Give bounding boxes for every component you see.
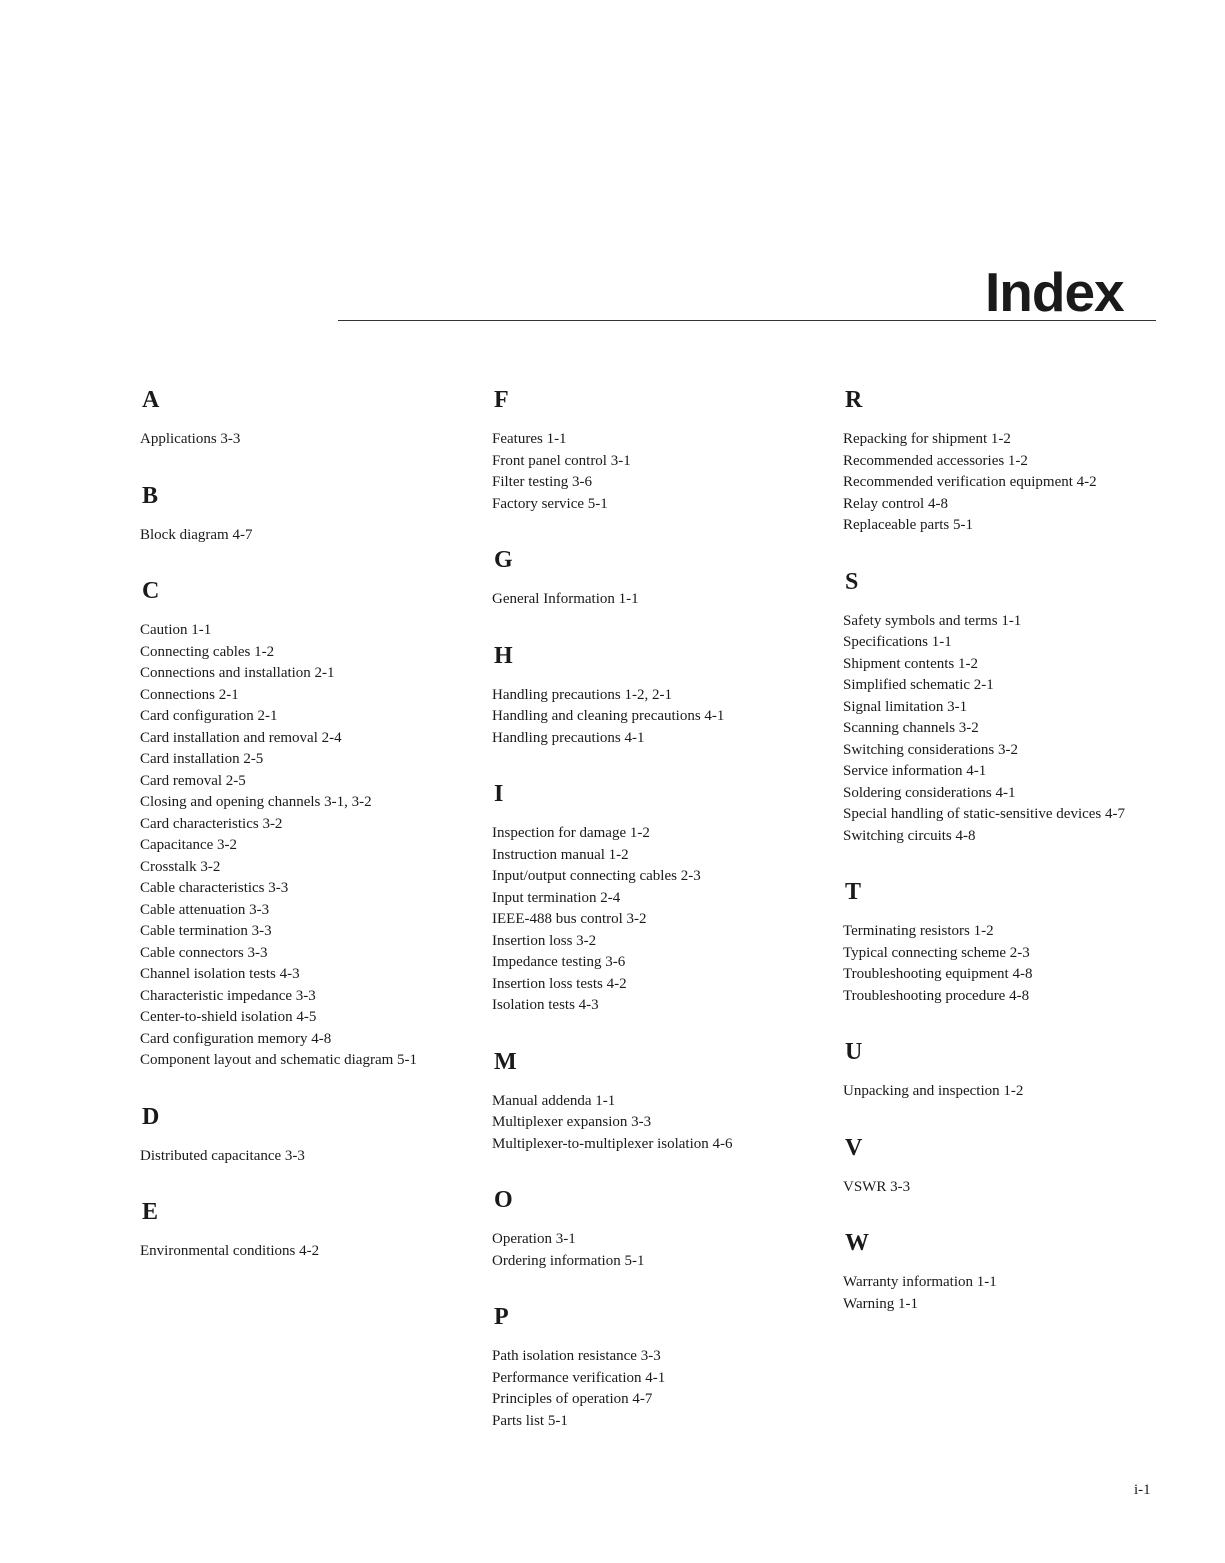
section-letter: E: [142, 1199, 159, 1225]
index-entry: General Information 1-1: [492, 591, 639, 607]
index-entry: Unpacking and inspection 1-2: [843, 1083, 1024, 1099]
index-entry: Relay control 4-8: [843, 495, 948, 512]
index-entry: Distributed capacitance 3-3: [140, 1147, 305, 1164]
index-entry: Path isolation resistance 3-3: [492, 1348, 661, 1364]
index-section-o: [492, 1185, 822, 1272]
section-letter: W: [845, 1230, 869, 1256]
entry-list: [843, 611, 1163, 848]
index-entry: Repacking for shipment 1-2: [843, 431, 1011, 447]
index-entry: Switching considerations 3-2: [843, 741, 1018, 758]
index-entry: Cable connectors 3-3: [140, 944, 268, 961]
index-section-p: [492, 1302, 822, 1432]
index-entry: Characteristic impedance 3-3: [140, 987, 316, 1004]
section-letter: H: [494, 642, 513, 669]
index-entry: Environmental conditions 4-2: [140, 1243, 320, 1259]
entry-list: [492, 1346, 822, 1432]
index-entry: Operation 3-1: [492, 1231, 576, 1247]
entry-list: [492, 589, 822, 611]
index-entry: Connections and installation 2-1: [140, 665, 335, 681]
index-entry: Scanning channels 3-2: [843, 720, 979, 736]
index-entry: Cable attenuation 3-3: [140, 901, 270, 918]
index-entry: Features 1-1: [492, 431, 567, 447]
section-letter: V: [845, 1134, 863, 1161]
index-entry: Soldering considerations 4-1: [843, 784, 1016, 801]
header-rule: [338, 320, 1156, 321]
index-entry: Ordering information 5-1: [492, 1252, 645, 1269]
index-entry: Card configuration memory 4-8: [140, 1030, 332, 1047]
index-entry: Handling precautions 1-2, 2-1: [492, 686, 672, 703]
index-entry: Block diagram 4-7: [140, 526, 253, 543]
entry-list: [140, 429, 470, 451]
index-entry: Manual addenda 1-1: [492, 1092, 616, 1109]
entry-list: [140, 1241, 470, 1263]
index-section-c: [140, 576, 470, 1072]
index-entry: Warning 1-1: [843, 1295, 919, 1312]
section-letter: U: [845, 1039, 863, 1065]
index-entry: Component layout and schematic diagram 5-1: [140, 1052, 418, 1068]
index-entry: Center-to-shield isolation 4-5: [140, 1009, 317, 1025]
index-entry: Performance verification 4-1: [492, 1369, 666, 1386]
index-section-u: [843, 1037, 1163, 1103]
index-entry: Service information 4-1: [843, 763, 987, 779]
entry-list: [140, 525, 470, 547]
index-entry: Caution 1-1: [140, 622, 212, 638]
index-entry: Handling precautions 4-1: [492, 729, 645, 746]
index-entry: Card characteristics 3-2: [140, 815, 283, 832]
index-entry: Troubleshooting procedure 4-8: [843, 987, 1030, 1004]
section-letter: P: [494, 1304, 509, 1330]
index-entry: Input/output connecting cables 2-3: [492, 868, 701, 884]
index-column-1: [140, 385, 470, 1293]
index-entry: Recommended accessories 1-2: [843, 452, 1028, 469]
index-entry: Handling and cleaning precautions 4-1: [492, 708, 725, 724]
section-letter: T: [845, 879, 862, 905]
index-section-d: [140, 1102, 470, 1168]
index-section-g: [492, 545, 822, 611]
index-entry: Multiplexer expansion 3-3: [492, 1114, 652, 1130]
index-entry: Card configuration 2-1: [140, 708, 278, 724]
index-section-s: [843, 567, 1163, 848]
section-letter: A: [142, 387, 160, 413]
entry-list: [492, 1091, 822, 1156]
entry-list: [140, 1146, 470, 1168]
section-letter: G: [494, 547, 513, 573]
section-letter: F: [494, 387, 509, 413]
entry-list: [843, 429, 1163, 537]
entry-list: [492, 429, 822, 515]
index-entry: Capacitance 3-2: [140, 837, 238, 853]
index-section-f: [492, 385, 822, 515]
index-entry: Instruction manual 1-2: [492, 846, 629, 863]
section-letter: M: [494, 1048, 517, 1075]
section-letter: R: [845, 387, 863, 413]
index-entry: Specifications 1-1: [843, 634, 952, 650]
index-entry: Impedance testing 3-6: [492, 954, 626, 970]
index-entry: Insertion loss tests 4-2: [492, 975, 627, 992]
entry-list: [843, 921, 1163, 1007]
index-entry: Card installation and removal 2-4: [140, 729, 342, 746]
index-entry: Shipment contents 1-2: [843, 655, 978, 672]
index-section-v: [843, 1133, 1163, 1199]
index-entry: Card removal 2-5: [140, 772, 246, 789]
index-entry: Connecting cables 1-2: [140, 643, 275, 660]
index-entry: Isolation tests 4-3: [492, 997, 599, 1013]
index-entry: Parts list 5-1: [492, 1412, 568, 1429]
index-section-a: [140, 385, 470, 451]
index-entry: Applications 3-3: [140, 431, 241, 447]
index-entry: Insertion loss 3-2: [492, 932, 597, 949]
index-entry: Filter testing 3-6: [492, 474, 592, 490]
section-letter: B: [142, 482, 159, 509]
index-entry: Terminating resistors 1-2: [843, 923, 994, 939]
index-entry: IEEE-488 bus control 3-2: [492, 911, 647, 927]
index-section-i: [492, 779, 822, 1017]
index-section-b: [140, 481, 470, 547]
section-letter: C: [142, 578, 160, 604]
index-section-h: [492, 641, 822, 750]
index-section-r: [843, 385, 1163, 537]
index-entry: Cable characteristics 3-3: [140, 880, 289, 896]
index-entry: Closing and opening channels 3-1, 3-2: [140, 794, 372, 810]
index-entry: Multiplexer-to-multiplexer isolation 4-6: [492, 1135, 733, 1152]
entry-list: [140, 620, 470, 1072]
index-entry: Principles of operation 4-7: [492, 1391, 653, 1407]
entry-list: [843, 1272, 1163, 1315]
entry-list: [492, 823, 822, 1017]
index-entry: VSWR 3-3: [843, 1178, 911, 1195]
index-entry: Simplified schematic 2-1: [843, 677, 994, 693]
index-entry: Channel isolation tests 4-3: [140, 966, 300, 982]
entry-list: [843, 1081, 1163, 1103]
index-entry: Cable termination 3-3: [140, 923, 272, 939]
index-entry: Input termination 2-4: [492, 889, 621, 906]
index-section-m: [492, 1047, 822, 1156]
page-title: Index: [985, 261, 1124, 323]
entry-list: [492, 1229, 822, 1272]
index-section-e: [140, 1197, 470, 1263]
index-entry: Signal limitation 3-1: [843, 698, 968, 715]
index-entry: Connections 2-1: [140, 686, 239, 703]
section-letter: S: [845, 568, 859, 595]
index-entry: Replaceable parts 5-1: [843, 517, 973, 533]
index-entry: Factory service 5-1: [492, 495, 608, 512]
index-column-3: [843, 385, 1163, 1345]
index-entry: Front panel control 3-1: [492, 452, 631, 469]
index-entry: Crosstalk 3-2: [140, 858, 221, 875]
section-letter: I: [494, 781, 504, 807]
index-section-t: [843, 877, 1163, 1007]
index-entry: Recommended verification equipment 4-2: [843, 474, 1097, 490]
index-entry: Special handling of static-sensitive devices 4-7: [843, 806, 1126, 822]
index-section-w: [843, 1228, 1163, 1315]
entry-list: [843, 1177, 1163, 1199]
index-entry: Safety symbols and terms 1-1: [843, 612, 1022, 629]
index-entry: Warranty information 1-1: [843, 1274, 997, 1290]
section-letter: O: [494, 1187, 513, 1213]
index-entry: Inspection for damage 1-2: [492, 825, 650, 841]
entry-list: [492, 685, 822, 750]
section-letter: D: [142, 1103, 160, 1130]
page-number: i-1: [1134, 1482, 1151, 1498]
index-entry: Troubleshooting equipment 4-8: [843, 966, 1033, 982]
index-entry: Card installation 2-5: [140, 751, 264, 767]
index-column-2: [492, 385, 822, 1462]
index-entry: Typical connecting scheme 2-3: [843, 944, 1030, 961]
index-entry: Switching circuits 4-8: [843, 827, 976, 844]
